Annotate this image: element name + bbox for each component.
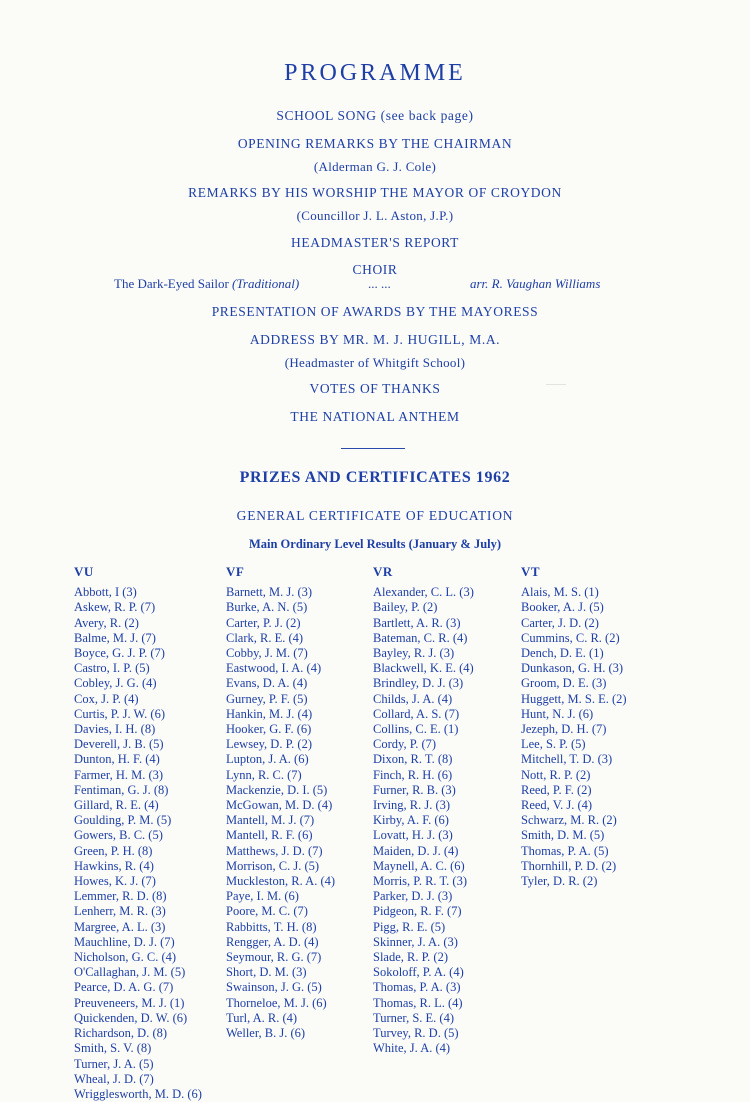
student-result: White, J. A. (4) <box>373 1041 451 1056</box>
student-result: Pigg, R. E. (5) <box>373 919 446 934</box>
student-result: Hunt, N. J. (6) <box>521 706 594 721</box>
student-result: Balme, M. J. (7) <box>74 630 156 645</box>
student-result: Pidgeon, R. F. (7) <box>373 904 462 919</box>
student-result: Thomas, R. L. (4) <box>373 995 463 1010</box>
student-result: Thorneloe, M. J. (6) <box>226 995 327 1010</box>
gce-heading: GENERAL CERTIFICATE OF EDUCATION <box>236 508 514 523</box>
student-result: Gillard, R. E. (4) <box>74 798 159 813</box>
presentation-item: PRESENTATION OF AWARDS BY THE MAYORESS <box>211 304 539 319</box>
student-result: Thomas, P. A. (3) <box>373 980 461 995</box>
student-result: Sokoloff, P. A. (4) <box>373 965 464 980</box>
student-result: Reed, V. J. (4) <box>521 798 593 813</box>
student-result: Smith, S. V. (8) <box>74 1041 152 1056</box>
student-result: Jezeph, D. H. (7) <box>521 722 607 737</box>
student-result: O'Callaghan, J. M. (5) <box>74 965 186 980</box>
student-result: Mantell, R. F. (6) <box>226 828 313 843</box>
student-result: Lovatt, H. J. (3) <box>373 828 453 843</box>
student-result: Poore, M. C. (7) <box>226 904 308 919</box>
student-result: Smith, D. M. (5) <box>521 828 605 843</box>
student-result: Dixon, R. T. (8) <box>373 752 453 767</box>
student-result: Boyce, G. J. P. (7) <box>74 646 165 661</box>
column-heading: VF <box>226 564 245 579</box>
student-result: Fentiman, G. J. (8) <box>74 782 169 797</box>
paper-mark <box>546 384 566 385</box>
address-item: ADDRESS BY MR. M. J. HUGILL, M.A. <box>249 332 501 347</box>
student-result: Hankin, M. J. (4) <box>226 706 313 721</box>
student-result: Alais, M. S. (1) <box>521 585 599 600</box>
choir-song-title <box>114 276 299 292</box>
prizes-title: PRIZES AND CERTIFICATES 1962 <box>239 469 511 486</box>
student-result: Lee, S. P. (5) <box>521 737 586 752</box>
student-result: Maiden, D. J. (4) <box>373 843 459 858</box>
student-result: Swainson, J. G. (5) <box>226 980 322 995</box>
section-divider <box>341 448 405 449</box>
name-list <box>373 585 474 1056</box>
name-list <box>521 585 627 889</box>
student-result: Nicholson, G. C. (4) <box>74 950 177 965</box>
student-result: Mantell, M. J. (7) <box>226 813 315 828</box>
programme-title: PROGRAMME <box>284 60 466 86</box>
national-anthem-item: THE NATIONAL ANTHEM <box>290 409 460 424</box>
student-result: Collard, A. S. (7) <box>373 706 460 721</box>
student-result: Furner, R. B. (3) <box>373 782 456 797</box>
student-result: Short, D. M. (3) <box>226 965 307 980</box>
student-result: Blackwell, K. E. (4) <box>373 661 474 676</box>
student-result: Quickenden, D. W. (6) <box>74 1010 188 1025</box>
student-result: Thomas, P. A. (5) <box>521 843 609 858</box>
student-result: Weller, B. J. (6) <box>226 1026 306 1041</box>
student-result: Nott, R. P. (2) <box>521 767 591 782</box>
student-result: Wheal, J. D. (7) <box>74 1071 154 1086</box>
form-column-vf <box>226 564 335 1041</box>
student-result: Cummins, C. R. (2) <box>521 630 620 645</box>
student-result: Parker, D. J. (3) <box>373 889 453 904</box>
student-result: Richardson, D. (8) <box>74 1026 168 1041</box>
student-result: Turl, A. R. (4) <box>226 1010 298 1025</box>
student-result: Alexander, C. L. (3) <box>373 585 474 600</box>
student-result: Mitchell, T. D. (3) <box>521 752 613 767</box>
student-result: Lemmer, R. D. (8) <box>74 889 167 904</box>
student-result: Bailey, P. (2) <box>373 600 438 615</box>
student-result: Deverell, J. B. (5) <box>74 737 164 752</box>
student-result: Castro, I. P. (5) <box>74 661 150 676</box>
student-result: Avery, R. (2) <box>74 615 139 630</box>
student-result: Cobley, J. G. (4) <box>74 676 157 691</box>
student-result: Seymour, R. G. (7) <box>226 950 322 965</box>
column-heading: VU <box>74 564 94 579</box>
student-result: Evans, D. A. (4) <box>226 676 308 691</box>
student-result: Davies, I. H. (8) <box>74 722 156 737</box>
student-result: Reed, P. F. (2) <box>521 782 592 797</box>
student-result: Morrison, C. J. (5) <box>226 858 320 873</box>
column-heading: VR <box>373 564 393 579</box>
form-column-vt <box>521 564 627 889</box>
student-result: Tyler, D. R. (2) <box>521 874 598 889</box>
name-list <box>226 585 335 1041</box>
student-result: Finch, R. H. (6) <box>373 767 453 782</box>
address-speaker-note: (Headmaster of Whitgift School) <box>284 355 466 370</box>
student-result: Dunkason, G. H. (3) <box>521 661 624 676</box>
results-subheading: Main Ordinary Level Results (January & July) <box>248 537 502 551</box>
student-result: Pearce, D. A. G. (7) <box>74 980 174 995</box>
student-result: Burke, A. N. (5) <box>226 600 308 615</box>
student-result: Goulding, P. M. (5) <box>74 813 172 828</box>
student-result: McGowan, M. D. (4) <box>226 798 333 813</box>
student-result: Turner, J. A. (5) <box>74 1056 154 1071</box>
student-result: Paye, I. M. (6) <box>226 889 299 904</box>
student-result: Green, P. H. (8) <box>74 843 153 858</box>
form-column-vu <box>74 564 202 1102</box>
student-result: Farmer, H. M. (3) <box>74 767 164 782</box>
student-result: Huggett, M. S. E. (2) <box>521 691 627 706</box>
student-result: Carter, J. D. (2) <box>521 615 599 630</box>
student-result: Lupton, J. A. (6) <box>226 752 309 767</box>
student-result: Clark, R. E. (4) <box>226 630 304 645</box>
student-result: Bayley, R. J. (3) <box>373 646 455 661</box>
student-result: Skinner, J. A. (3) <box>373 934 458 949</box>
student-result: Bartlett, A. R. (3) <box>373 615 461 630</box>
school-song-item: SCHOOL SONG (see back page) <box>276 108 474 123</box>
choir-dots: ... ... <box>368 276 391 291</box>
column-heading: VT <box>521 564 541 579</box>
student-result: Bateman, C. R. (4) <box>373 630 468 645</box>
student-result: Muckleston, R. A. (4) <box>226 874 336 889</box>
mayor-remarks-item: REMARKS BY HIS WORSHIP THE MAYOR OF CROYDON <box>188 185 562 200</box>
student-result: Collins, C. E. (1) <box>373 722 459 737</box>
choir-arranger: arr. R. Vaughan Williams <box>470 276 601 291</box>
student-result: Brindley, D. J. (3) <box>373 676 464 691</box>
student-result: Childs, J. A. (4) <box>373 691 453 706</box>
student-result: Preuveneers, M. J. (1) <box>74 995 185 1010</box>
choir-heading: CHOIR <box>352 262 398 277</box>
mayor-name: (Councillor J. L. Aston, J.P.) <box>296 208 454 223</box>
votes-of-thanks-item: VOTES OF THANKS <box>309 381 441 396</box>
student-result: Curtis, P. J. W. (6) <box>74 706 165 721</box>
opening-remarks-item: OPENING REMARKS BY THE CHAIRMAN <box>237 136 513 151</box>
student-result: Wrigglesworth, M. D. (6) <box>74 1086 202 1101</box>
student-result: Gowers, B. C. (5) <box>74 828 163 843</box>
student-result: Askew, R. P. (7) <box>74 600 156 615</box>
student-result: Irving, R. J. (3) <box>373 798 451 813</box>
student-result: Matthews, J. D. (7) <box>226 843 323 858</box>
student-result: Carter, P. J. (2) <box>226 615 301 630</box>
student-result: Dench, D. E. (1) <box>521 646 604 661</box>
student-result: Maynell, A. C. (6) <box>373 858 465 873</box>
student-result: Cordy, P. (7) <box>373 737 437 752</box>
student-result: Groom, D. E. (3) <box>521 676 607 691</box>
chairman-name: (Alderman G. J. Cole) <box>313 159 437 174</box>
student-result: Hooker, G. F. (6) <box>226 722 312 737</box>
student-result: Barnett, M. J. (3) <box>226 585 313 600</box>
choir-song-origin: (Traditional) <box>232 276 300 291</box>
student-result: Kirby, A. F. (6) <box>373 813 449 828</box>
headmaster-report-item: HEADMASTER'S REPORT <box>291 235 459 250</box>
student-result: Abbott, I (3) <box>74 585 137 600</box>
student-result: Lynn, R. C. (7) <box>226 767 302 782</box>
student-result: Schwarz, M. R. (2) <box>521 813 617 828</box>
student-result: Hawkins, R. (4) <box>74 858 154 873</box>
form-column-vr <box>373 564 474 1057</box>
student-result: Dunton, H. F. (4) <box>74 752 160 767</box>
student-result: Gurney, P. F. (5) <box>226 691 308 706</box>
student-result: Slade, R. P. (2) <box>373 950 448 965</box>
student-result: Howes, K. J. (7) <box>74 874 156 889</box>
student-result: Cobby, J. M. (7) <box>226 646 308 661</box>
student-result: Mauchline, D. J. (7) <box>74 934 175 949</box>
name-list <box>74 585 202 1102</box>
student-result: Cox, J. P. (4) <box>74 691 139 706</box>
student-result: Turner, S. E. (4) <box>373 1010 454 1025</box>
student-result: Morris, P. R. T. (3) <box>373 874 467 889</box>
student-result: Lenherr, M. R. (3) <box>74 904 166 919</box>
student-result: Booker, A. J. (5) <box>521 600 604 615</box>
student-result: Lewsey, D. P. (2) <box>226 737 312 752</box>
student-result: Rabbitts, T. H. (8) <box>226 919 317 934</box>
student-result: Thornhill, P. D. (2) <box>521 858 617 873</box>
student-result: Margree, A. L. (3) <box>74 919 166 934</box>
student-result: Mackenzie, D. I. (5) <box>226 782 328 797</box>
student-result: Eastwood, I. A. (4) <box>226 661 322 676</box>
student-result: Turvey, R. D. (5) <box>373 1026 459 1041</box>
choir-song-name: The Dark-Eyed Sailor <box>114 276 229 291</box>
student-result: Rengger, A. D. (4) <box>226 934 319 949</box>
